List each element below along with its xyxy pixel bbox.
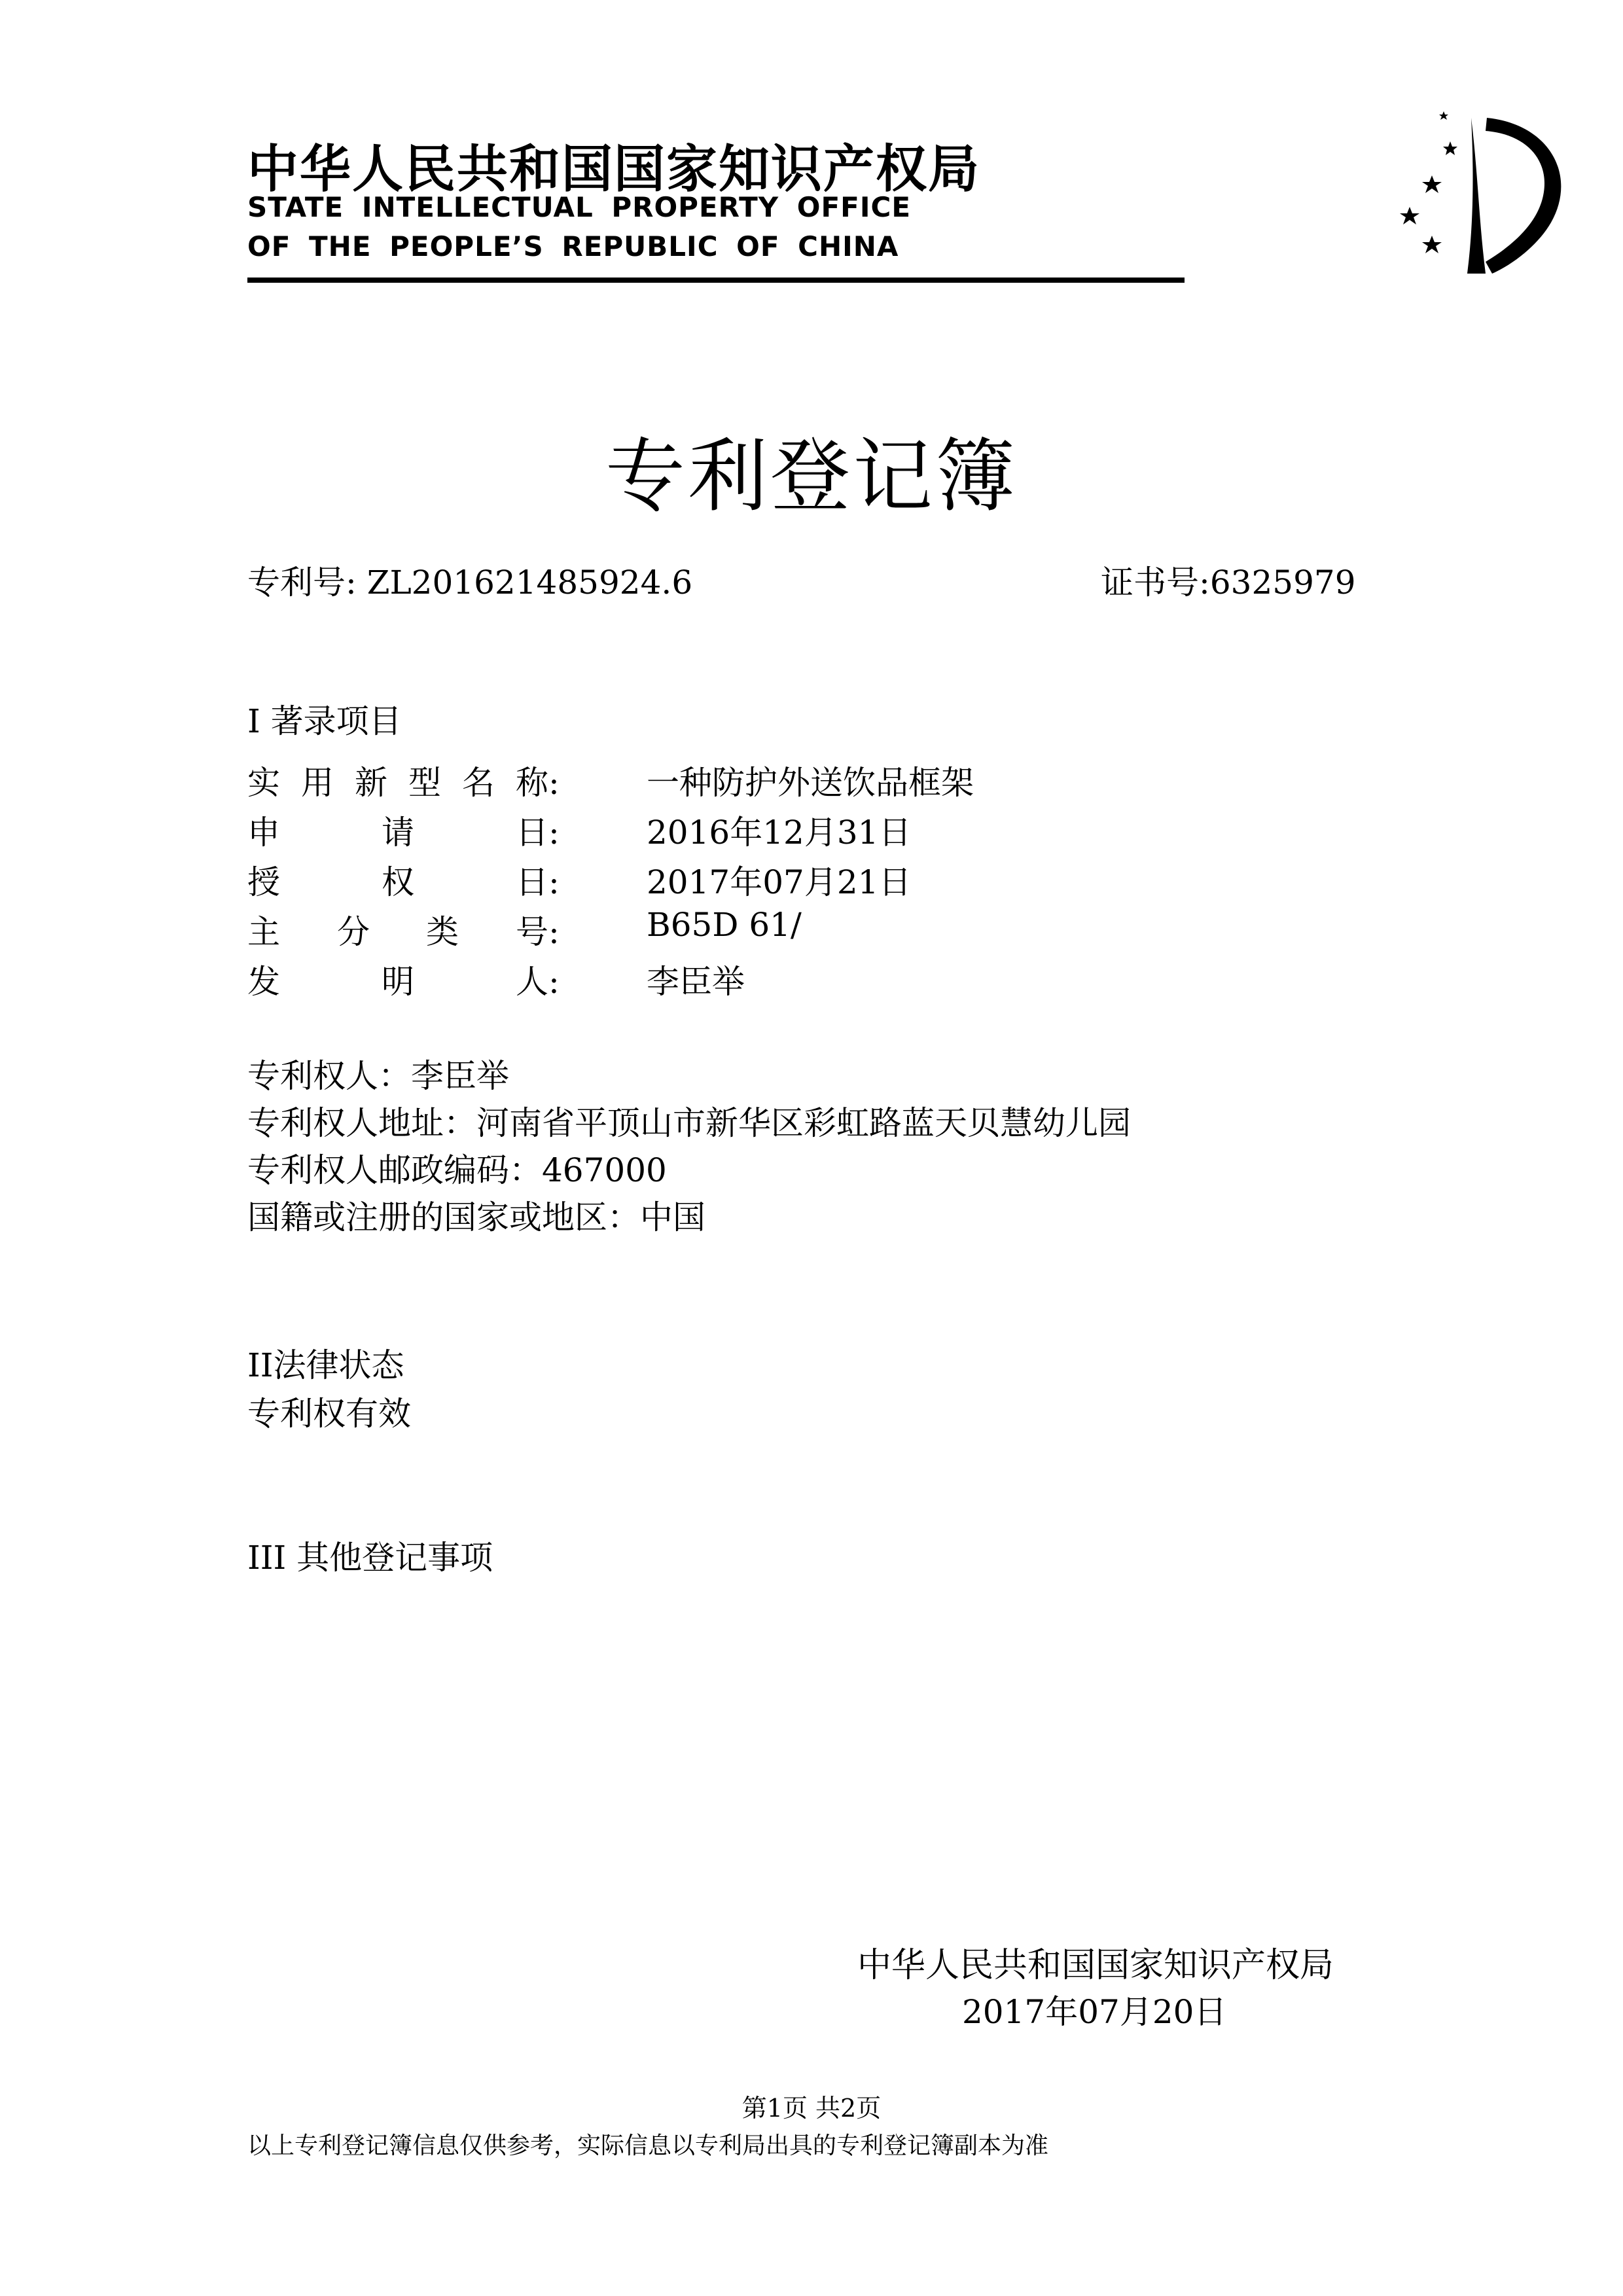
patentee-country: 国籍或注册的国家或地区：中国	[247, 1198, 705, 1236]
office-name-en-line1: STATE INTELLECTUAL PROPERTY OFFICE	[247, 191, 912, 223]
section-heading-legal-status: II法律状态	[247, 1346, 404, 1384]
signature-office: 中华人民共和国国家知识产权局	[857, 1946, 1334, 1985]
field-value: 一种防护外送饮品框架	[647, 764, 974, 802]
office-name-cn: 中华人民共和国国家知识产权局	[247, 139, 981, 199]
star-icon	[1422, 236, 1442, 253]
patentee: 专利权人：李臣举	[247, 1057, 509, 1095]
star-icon	[1400, 207, 1419, 224]
star-icon	[1439, 111, 1448, 120]
sipo-emblem-icon	[1387, 105, 1584, 281]
header-divider	[247, 278, 1185, 283]
patent-number: 专利号: ZL201621485924.6	[247, 564, 693, 601]
patentee-address: 专利权人地址：河南省平顶山市新华区彩虹路蓝天贝慧幼儿园	[247, 1104, 1131, 1142]
page-number: 第1页 共2页	[741, 2094, 882, 2123]
star-icon	[1443, 141, 1457, 155]
page-title: 专利登记簿	[605, 430, 1018, 523]
field-value: B65D 61/	[647, 906, 802, 944]
field-value: 2016年12月31日	[647, 814, 912, 852]
disclaimer-text: 以上专利登记簿信息仅供参考，实际信息以专利局出具的专利登记簿副本为准	[247, 2132, 1049, 2159]
certificate-number: 证书号:6325979	[1101, 564, 1356, 601]
field-value: 2017年07月21日	[647, 863, 912, 901]
section-heading-other-matters: III 其他登记事项	[247, 1539, 493, 1577]
section-heading-bibliographic: I 著录项目	[247, 702, 402, 740]
office-name-en-line2: OF THE PEOPLE’S REPUBLIC OF CHINA	[247, 230, 899, 262]
signature-date: 2017年07月20日	[962, 1993, 1227, 2031]
field-value: 李臣举	[647, 963, 745, 1001]
legal-status-value: 专利权有效	[247, 1395, 411, 1433]
patentee-postal-code: 专利权人邮政编码：467000	[247, 1151, 667, 1189]
star-icon	[1422, 175, 1442, 193]
